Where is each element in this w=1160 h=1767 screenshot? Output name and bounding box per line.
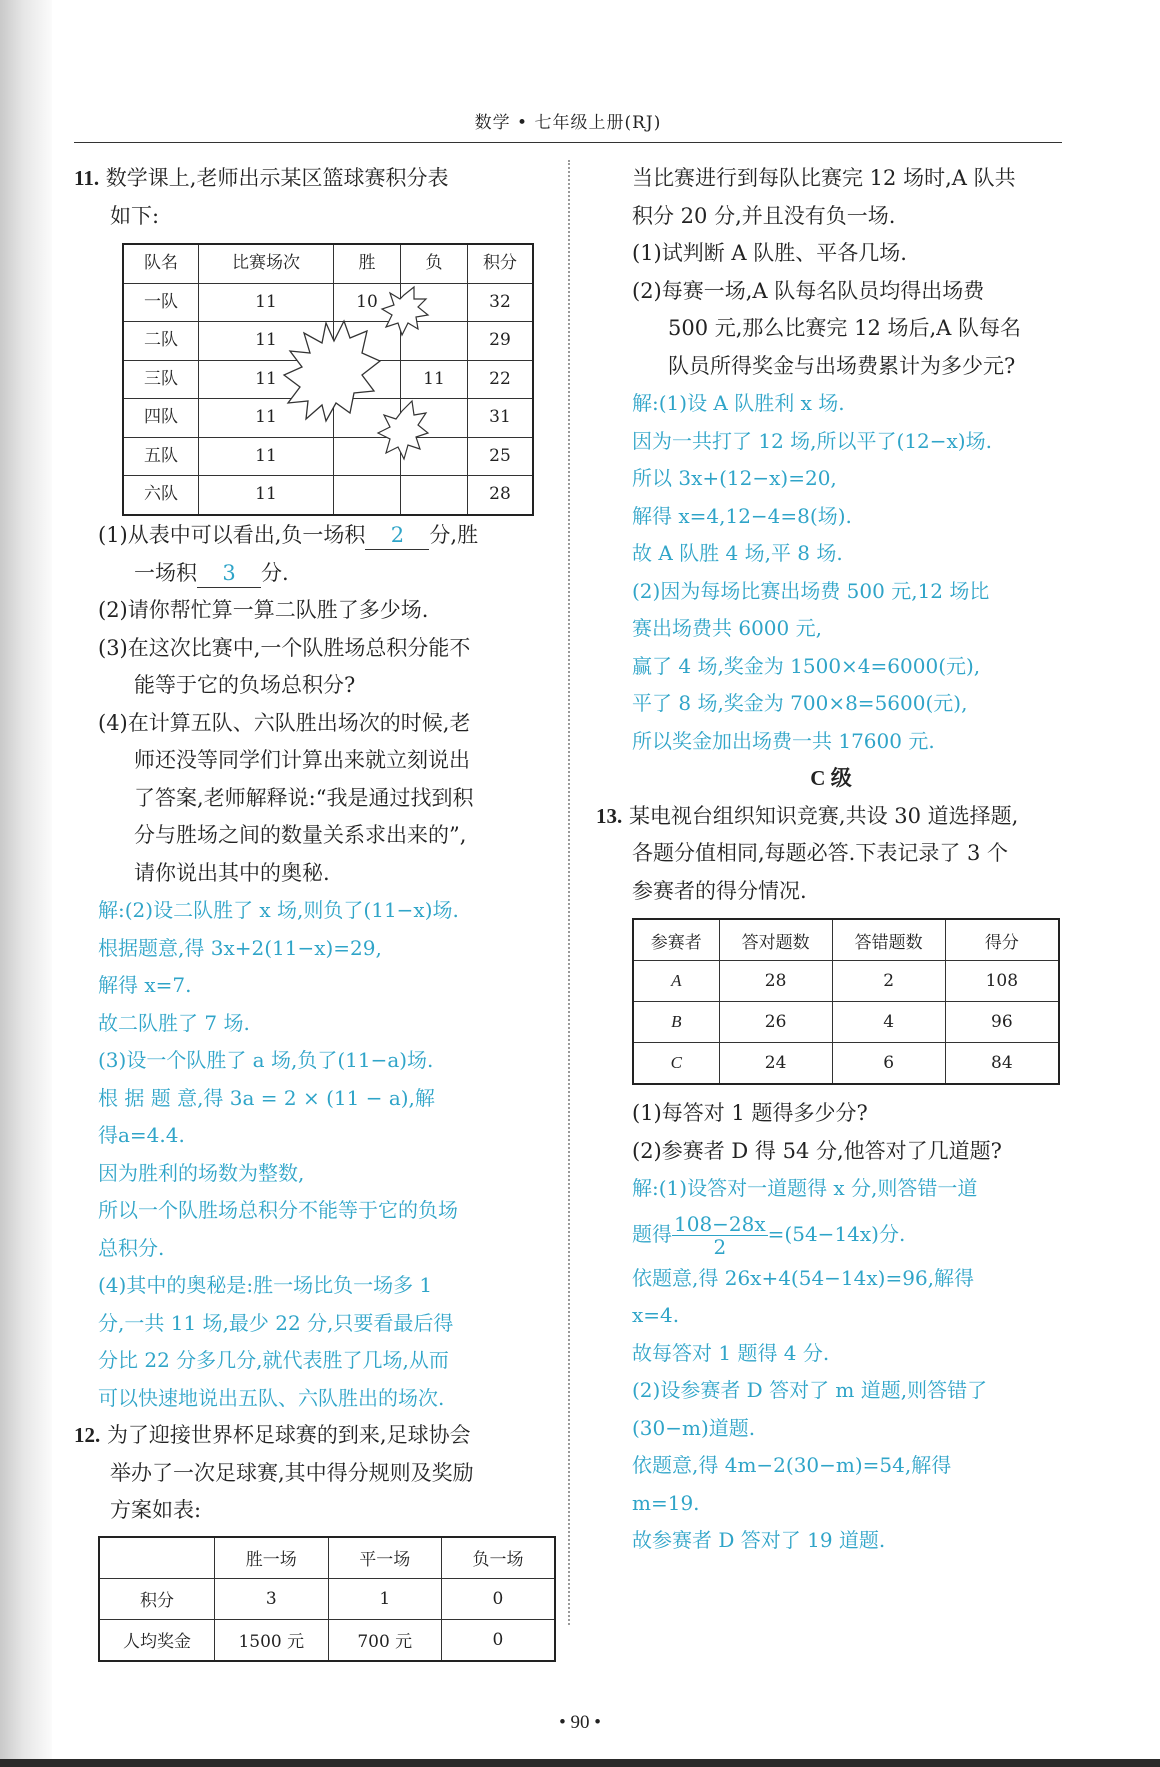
table-cell	[334, 437, 401, 476]
table-header-cell: 胜一场	[215, 1537, 329, 1579]
table-cell: 三队	[123, 360, 199, 399]
sub-question-2-cont: 500 元,那么比赛完 12 场后,A 队每名	[668, 316, 1022, 340]
table-cell: 29	[468, 322, 534, 361]
table-cell: 11	[199, 360, 334, 399]
table-cell	[334, 322, 401, 361]
table-header-cell: 平一场	[328, 1537, 441, 1579]
table-header-cell: 积分	[468, 244, 534, 283]
table-header-cell: 负	[401, 244, 468, 283]
answer-line: 可以快速地说出五队、六队胜出的场次.	[98, 1385, 445, 1410]
sub-question-1: (1)试判断 A 队胜、平各几场.	[632, 241, 907, 265]
table-cell: 11	[199, 476, 334, 515]
answer-line: (2)设参赛者 D 答对了 m 道题,则答错了	[632, 1378, 988, 1402]
sub-question-3: (3)在这次比赛中,一个队胜场总积分能不	[98, 635, 471, 660]
answer-blank: 3	[197, 559, 261, 588]
question-text: 参赛者的得分情况.	[632, 878, 807, 903]
answer-line: 所以 3x+(12−x)=20,	[632, 466, 837, 490]
answer-line: 依题意,得 26x+4(54−14x)=96,解得	[632, 1265, 975, 1290]
table-cell: 6	[832, 1043, 945, 1085]
table-row	[99, 1619, 555, 1661]
table-cell: 10	[334, 283, 401, 322]
table-cell: 11	[401, 360, 468, 399]
answer-line: 分比 22 分多几分,就代表胜了几场,从而	[98, 1348, 449, 1372]
table-cell: 11	[199, 283, 334, 322]
answer-line: 平了 8 场,奖金为 700×8=5600(元),	[632, 691, 968, 715]
table-cell: 700 元	[328, 1619, 441, 1661]
table-cell: 1	[328, 1578, 441, 1619]
table-cell: 24	[719, 1043, 832, 1085]
page-number: • 90 •	[559, 1712, 601, 1733]
table-cell: 31	[468, 399, 534, 438]
question-13	[596, 798, 1066, 911]
table-cell: 2	[832, 961, 945, 1002]
answer-line: 赛出场费共 6000 元,	[632, 616, 822, 640]
question-text: 如下:	[110, 203, 160, 228]
table-cell	[401, 399, 468, 438]
table-cell: 11	[199, 322, 334, 361]
answer-line: 解:(1)设答对一道题得 x 分,则答错一道	[632, 1176, 978, 1200]
answer-line: 得a=4.4.	[98, 1123, 185, 1147]
table-cell: 六队	[123, 476, 199, 515]
table-cell: 0	[441, 1578, 555, 1619]
bottom-edge	[0, 1759, 1160, 1767]
answer-line: 所以奖金加出场费一共 17600 元.	[632, 728, 935, 753]
question-text: (1)从表中可以看出,负一场积	[98, 523, 366, 547]
question-text: 积分 20 分,并且没有负一场.	[632, 203, 896, 228]
question-text: 各题分值相同,每题必答.下表记录了 3 个	[632, 841, 1009, 865]
table-cell: 28	[468, 476, 534, 515]
table-cell	[401, 476, 468, 515]
table-cell: 11	[199, 399, 334, 438]
answer-line: 故参赛者 D 答对了 19 道题.	[632, 1528, 886, 1552]
table-header-cell: 答对题数	[719, 919, 832, 961]
table-cell: C	[633, 1043, 719, 1085]
answer-line: 解:(2)设二队胜了 x 场,则负了(11−x)场.	[98, 898, 459, 922]
table-cell: 96	[945, 1002, 1059, 1043]
table-cell: 108	[945, 961, 1059, 1002]
score-table-11	[122, 243, 534, 509]
table-cell: 五队	[123, 437, 199, 476]
answer-line: (3)设一个队胜了 a 场,负了(11−a)场.	[98, 1048, 434, 1072]
answer-line: 根 据 题 意,得 3a = 2 × (11 − a),解	[98, 1085, 435, 1110]
sub-question-2: (2)每赛一场,A 队每名队员均得出场费	[632, 278, 985, 303]
table-cell: 26	[719, 1002, 832, 1043]
fraction-numerator: 108−28x	[674, 1211, 766, 1236]
table-cell: 4	[832, 1002, 945, 1043]
table-header-cell: 胜	[334, 244, 401, 283]
table-cell: B	[633, 1002, 719, 1043]
question-12	[74, 1417, 552, 1530]
table-row	[123, 399, 533, 438]
table-cell: A	[633, 961, 719, 1002]
table-cell: 1500 元	[215, 1619, 329, 1661]
sub-question-4-cont: 师还没等同学们计算出来就立刻说出	[134, 748, 470, 772]
answer-line: 因为胜利的场数为整数,	[98, 1160, 305, 1185]
table-header-row	[633, 919, 1059, 961]
question-text: 一场积	[134, 560, 197, 585]
reward-table-12	[98, 1536, 556, 1662]
question-number: 11.	[74, 166, 100, 190]
table-cell: 28	[719, 961, 832, 1002]
table-row	[633, 961, 1059, 1002]
question-text: 当比赛进行到每队比赛完 12 场时,A 队共	[632, 166, 1016, 190]
table-cell: 0	[441, 1619, 555, 1661]
answer-11	[74, 892, 552, 1417]
sub-question-1-cont	[74, 555, 552, 593]
page-header: 数学 • 七年级上册(RJ)	[474, 113, 662, 133]
answer-line: 依题意,得 4m−2(30−m)=54,解得	[632, 1453, 952, 1477]
table-row	[633, 1002, 1059, 1043]
sub-question-4: (4)在计算五队、六队胜出场次的时候,老	[98, 710, 471, 735]
sub-question-1: (1)每答对 1 题得多少分?	[632, 1101, 868, 1125]
answer-13	[596, 1170, 1066, 1560]
answer-line: (30−m)道题.	[632, 1415, 756, 1440]
sub-question-1	[74, 517, 552, 555]
table-cell: 84	[945, 1043, 1059, 1085]
answer-line: m=19.	[632, 1490, 700, 1515]
table-cell	[401, 322, 468, 361]
sub-question-2: (2)参赛者 D 得 54 分,他答对了几道题?	[632, 1138, 1002, 1163]
answer-blank: 2	[365, 521, 429, 550]
answer-line: 根据题意,得 3x+2(11−x)=29,	[98, 935, 382, 960]
answer-line: (4)其中的奥秘是:胜一场比负一场多 1	[98, 1273, 433, 1297]
table-cell: 人均奖金	[99, 1619, 215, 1661]
table-cell: 22	[468, 360, 534, 399]
right-column	[596, 160, 1066, 1560]
question-11	[74, 160, 552, 892]
table-cell: 11	[199, 437, 334, 476]
question-text: 某电视台组织知识竞赛,共设 30 道选择题,	[628, 803, 1019, 828]
table-header-cell: 参赛者	[633, 919, 719, 961]
question-text: 为了迎接世界杯足球赛的到来,足球协会	[106, 1423, 471, 1447]
table-cell	[334, 360, 401, 399]
answer-line: 解得 x=7.	[98, 973, 192, 997]
table-row	[123, 360, 533, 399]
answer-line: 故二队胜了 7 场.	[98, 1010, 250, 1035]
answer-line: 总积分.	[98, 1235, 165, 1260]
contest-table-13	[632, 918, 1060, 1085]
table-cell	[401, 437, 468, 476]
table-cell: 积分	[99, 1578, 215, 1619]
fraction	[672, 1213, 768, 1258]
table-header-cell: 队名	[123, 244, 199, 283]
answer-line: x=4.	[632, 1303, 680, 1327]
level-heading: C 级	[810, 766, 852, 790]
question-text: 数学课上,老师出示某区篮球赛积分表	[105, 166, 449, 190]
table	[122, 243, 534, 516]
question-number: 12.	[74, 1423, 101, 1447]
answer-text: =(54−14x)分.	[767, 1221, 906, 1246]
table-row	[633, 1043, 1059, 1085]
table-header-cell	[99, 1537, 215, 1579]
sub-question-4-cont: 了答案,老师解释说:“我是通过找到积	[134, 785, 474, 810]
sub-question-2-cont: 队员所得奖金与出场费累计为多少元?	[668, 353, 1016, 378]
answer-line: (2)因为每场比赛出场费 500 元,12 场比	[632, 578, 990, 603]
table-cell: 四队	[123, 399, 199, 438]
table-cell	[334, 476, 401, 515]
table-row	[123, 437, 533, 476]
question-text: 分,胜	[429, 523, 479, 547]
sub-question-4-cont: 请你说出其中的奥秘.	[134, 860, 330, 885]
table-cell: 25	[468, 437, 534, 476]
table-cell: 3	[215, 1578, 329, 1619]
answer-line: 解得 x=4,12−4=8(场).	[632, 503, 852, 528]
fraction-denominator: 2	[713, 1234, 727, 1259]
header-rule	[74, 142, 1062, 143]
table-header-cell: 比赛场次	[199, 244, 334, 283]
answer-line: 所以一个队胜场总积分不能等于它的负场	[98, 1198, 458, 1222]
answer-line: 故 A 队胜 4 场,平 8 场.	[632, 541, 843, 565]
table-header-cell: 答错题数	[832, 919, 945, 961]
table-cell	[334, 399, 401, 438]
answer-line: 分,一共 11 场,最少 22 分,只要看最后得	[98, 1310, 454, 1335]
table-cell: 32	[468, 283, 534, 322]
left-column	[74, 160, 552, 1662]
answer-line: 解:(1)设 A 队胜利 x 场.	[632, 391, 845, 415]
table-header-cell: 负一场	[441, 1537, 555, 1579]
answer-line: 赢了 4 场,奖金为 1500×4=6000(元),	[632, 653, 981, 678]
table-cell	[401, 283, 468, 322]
table-cell: 一队	[123, 283, 199, 322]
table-header-row	[99, 1537, 555, 1579]
table-header-cell: 得分	[945, 919, 1059, 961]
question-13-subs	[596, 1095, 1066, 1170]
question-text: 分.	[261, 560, 289, 585]
table-row	[99, 1578, 555, 1619]
page-edge-shadow	[0, 0, 52, 1767]
answer-line-fraction	[632, 1208, 1066, 1260]
answer-line: 因为一共打了 12 场,所以平了(12−x)场.	[632, 428, 992, 453]
question-12-cont	[596, 160, 1066, 385]
table-row	[123, 476, 533, 515]
answer-text: 题得	[632, 1221, 672, 1246]
table-cell: 二队	[123, 322, 199, 361]
table-row	[123, 322, 533, 361]
table-row	[123, 283, 533, 322]
answer-12	[596, 385, 1066, 760]
sub-question-4-cont: 分与胜场之间的数量关系求出来的”,	[134, 823, 467, 847]
question-text: 举办了一次足球赛,其中得分规则及奖励	[110, 1460, 474, 1485]
table-header-row	[123, 244, 533, 283]
answer-line: 故每答对 1 题得 4 分.	[632, 1340, 830, 1365]
column-divider	[568, 160, 570, 1625]
question-number: 13.	[596, 803, 623, 828]
sub-question-3-cont: 能等于它的负场总积分?	[134, 673, 356, 697]
question-text: 方案如表:	[110, 1498, 202, 1522]
sub-question-2: (2)请你帮忙算一算二队胜了多少场.	[98, 598, 429, 622]
